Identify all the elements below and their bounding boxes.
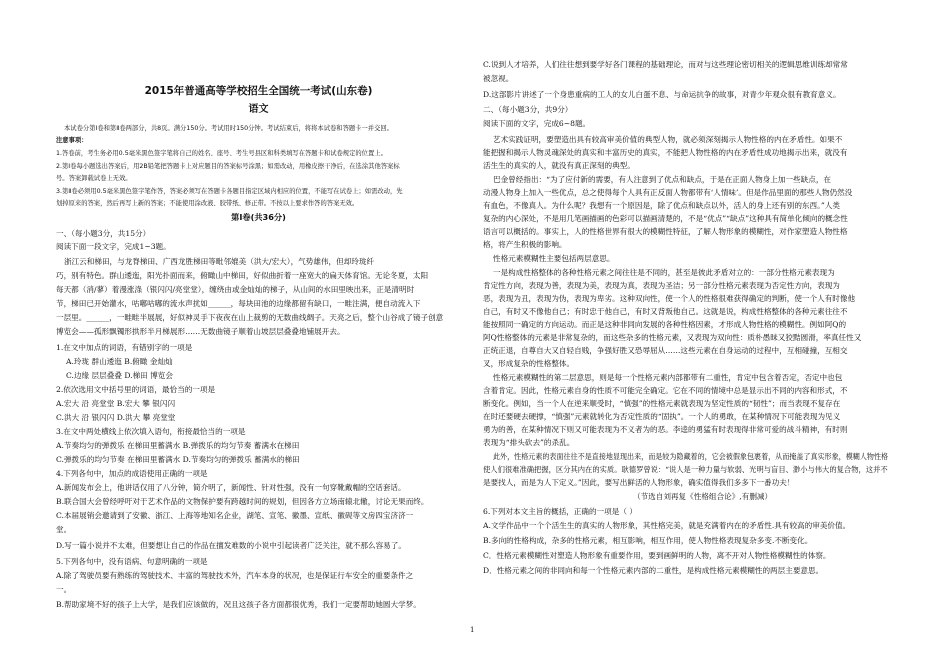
option-line: D.写一篇小说并不太难，但要想让自己的作品在擅发难数的小说中引起读者广泛关注，就不那么容易了。 xyxy=(56,541,406,550)
note-line: 号。答案卸载试卷上无效。 xyxy=(56,175,132,182)
passage-line: 表现为“排头砍去”的杀乱。 xyxy=(483,438,575,447)
passage-line: 此外，性格元素的表面往往不是直接地显现出来，而是较为隐藏着的，它会被假象包裹着，从而掩盖了真实形象，模糊人物性格 xyxy=(493,452,889,461)
option-line: D.这部影片讲述了一个身患重病的工人的女儿白蛋不息、与命运抗争的故事，对青少年观众很有教育意义。 xyxy=(483,90,841,99)
section-heading: 二、（每小题3分，共9分） xyxy=(483,105,573,114)
passage-line: 性格元素模糊性主要包括两层意思。 xyxy=(493,254,615,263)
passage-line: 肯定性方向，表现为善，表现为美，表现为真，表现为圣洁；另一部分性格元素表现为否定性方向，表现为 xyxy=(483,281,840,290)
option-line: A.节奏均匀的弹拨乐 在梯田里蓄满水 B.弹拨乐的均匀节奏 蓄满水在梯田 xyxy=(56,441,300,450)
option-line: C.洪大 沿 银闪闪 D.洪大 攀 亮堂堂 xyxy=(56,413,176,422)
note-line: 划掉原来的答案，然后再写上新的答案；不能使用涂改液、胶带纸、修正带。不按以上要求作答的答案无效。 xyxy=(56,200,359,207)
option-line: 一。 xyxy=(56,585,72,594)
option-line: B.联合国大会曾经呼吁对于艺术作品的文物保护要有跨越时间的规划，但因各方立场南辕北辙，讨论无果而终。 xyxy=(56,497,429,506)
passage-line: 叉，形成复杂的性格整体。 xyxy=(483,359,575,368)
passage-line: 使人们很难准确把握，区分其内在的实质。耿德罗曾说：“说人是一种力量与软弱、光明与盲目、渺小与伟大的复合物，这并不 xyxy=(483,465,888,474)
passage-line: 能把握和揭示人物灵魂深处的真实和丰富历史的真实，不能把人物性格的内在矛盾性成功地揭示出来，就没有 xyxy=(483,148,848,157)
page-number: 1 xyxy=(470,626,475,634)
option-line: A.宏大 沿 亮堂堂 B.宏大 攀 银闪闪 xyxy=(56,399,176,408)
passage-line: 巴金曾经指出：“为了应付新的需要，有人注意到了优点和缺点，于是在正面人物身上加一些缺点，在 xyxy=(493,175,832,184)
passage-line: 性格元素模糊性的第二层意思，则是每一个性格元素内部都带有二重性，肯定中包含着否定，否定中也包 xyxy=(493,373,843,382)
passage-line: 阿Q性格整体的元素是非常复杂的，而这些杂多的性格元素，又表现为双向性：质朴愚昧又狡黠圆滑，率真任性又 xyxy=(483,333,862,342)
option-line: D．性格元素之间的非同向和每一个性格元素内部的二重性，是构成性格元素模糊性的两层主要意思。 xyxy=(483,566,824,575)
option-line: B.帮助家境不好的孩子上大学，是我们应该做的，况且这孩子各方面都很优秀，我们一定要帮助她圆大学梦。 xyxy=(56,600,421,609)
option-line: 被忽视。 xyxy=(483,74,514,83)
note-line: 3.第Ⅱ卷必须用0.5毫米黑色签字笔作答，答案必须写在答题卡各题目指定区域内相应的位置，不能写在试卷上；如需改动，先 xyxy=(56,188,403,195)
part-title: 第Ⅰ卷(共36分) xyxy=(231,212,286,222)
subject-title: 语文 xyxy=(248,104,269,115)
question-line: 2.依次选用文中括号里的词语，最恰当的一项是 xyxy=(56,385,216,394)
note-line: 1.答卷前，考生务必用0.5毫米黑色签字笔将自己的姓名、座号、考生号县区和科类填写在答题卡和试卷规定的位置上。 xyxy=(56,150,387,157)
passage-line: 含着肯定。因此，性格元素自身的性质不可能完全确定。它在不同的情境中总是显示出不同的内容和形式，不 xyxy=(483,386,848,395)
option-line: C.说到人才培养，人们往往想到要学好各门课程的基础理论，而对与这些理论密切相关的逻辑思维训练却常常 xyxy=(483,60,848,69)
option-line: A.玲珑 群山逶迤 B.俯瞰 金灿灿 xyxy=(66,357,173,366)
option-line: 堂。 xyxy=(56,525,72,534)
passage-line: 节，梯田已开始灌水，咕嘟咕嘟的流水声扰如______，每块田池的边缘都留有缺口，一畦注满，便自动流入下 xyxy=(56,299,421,308)
notes-heading: 注意事项： xyxy=(56,137,88,144)
exam-intro: 本试卷分第Ⅰ卷和第Ⅱ卷两部分，共8页。满分150分。考试用时150分钟。考试结束后，将将本试卷和答题卡一并交回。 xyxy=(64,125,393,132)
option-line: C．性格元素模糊性对塑造人物形象有重要作用，要到画鲜明的人物，离不开对人物性格模糊性的体察。 xyxy=(483,551,831,560)
option-line: C.本届展销会邀请到了安徽、浙江、上海等地知名企业，湖笔、宣笔、徽墨、宣纸、徽砚等文房四宝济济一 xyxy=(56,511,414,520)
passage-line: 是要找人，而是为人下定义。”因此，要写出鲜活的人物形象，确实值得我们多多下一番功夫！ xyxy=(483,478,795,487)
passage-line: 能按照同一确定的方向运动。而正是这种非同向发展的各种性格因素，才形成人物性格的模糊性。例如阿Q的 xyxy=(483,320,847,329)
passage-line: 恶，表现为丑，表现为伪，表现为卑劣。这种双向性，使一个人的性格很难获得确定的判断，使一个人有时像他 xyxy=(483,294,856,303)
passage-line: 有血色，不像真人。为什么呢？我想有一个原因是，除了优点和缺点以外，活人的身上还有别的东西。”人类 xyxy=(483,201,840,210)
reading-instruction: 阅读下面的文字，完成6~8题。 xyxy=(483,119,591,128)
passage-line: 格，将产生积极的影响。 xyxy=(483,240,567,249)
passage-line: 浙江云和梯田，与龙脊梯田、广西龙胜梯田等毗邻媲美（洪大/宏大），气势雄伟，但却玲珑纤 xyxy=(64,257,375,266)
passage-line: 艺术实践证明，要塑造出具有较高审美价值的典型人物，就必须深刻揭示人物性格的内在矛盾性。如果不 xyxy=(493,135,843,144)
question-line: 4.下列各句中，加点的成语使用正确的一项是 xyxy=(56,469,208,478)
option-line: C.弹拨乐的均匀节奏 在梯田里蓄满水 D.节奏均匀的弹拨乐 蓄满水的梯田 xyxy=(56,455,300,464)
passage-line: 在时还要硬去硬撑，“慎强”元素就转化为否定性质的“固执”。一个人的勇敢，在某种情况下可能表现为见义 xyxy=(483,412,841,421)
passage-line: 勇为的善，在某种情况下则又可能表现为不义者为的恶。李逵的勇猛有时表现得非常可爱的战斗精神，有时则 xyxy=(483,425,848,434)
passage-line: 动漫人物身上加入一些优点，总之使得每个人具有正反面人物都带有‘人情味’。但是作品里面的那些人物仍然没 xyxy=(483,188,853,197)
question-line: 3.在文中两处横线上依次填入语句，衔接最恰当的一项是 xyxy=(56,427,246,436)
passage-line: 博览会——孤形飘镯形拱形半月梯展形……无数曲镜子顺着山坡层层叠叠地铺展开去。 xyxy=(56,327,345,336)
passage-line: 自己，有时又不像他自己；有时忠于他自己，有时又背叛他自己。这就是说，构成性格整体的各种元素往往不 xyxy=(483,307,848,316)
passage-line: 正统正退，自尊自大又自轻自贱，争强好胜又恐辱屈从……这些元素在自身运动的过程中，互相碰撞，互相交 xyxy=(483,346,848,355)
question-line: 5.下列各句中，没有语病、句意明确的一项是 xyxy=(56,557,208,566)
passage-line: 巧，别有特色。群山逶迤，阳光扑面而来，俯瞰山中梯田，好似曲折着一座宽大的扁天体育馆。无论冬夏，太阳 xyxy=(56,271,429,280)
question-line: 6.下列对本文主旨的概括，正确的一项是（ ） xyxy=(483,507,637,516)
passage-line: 语言可以概括的。事实上，人的性格世界有很大的模糊性特征，了解人物形象的模糊性，对作家塑造人物性格 xyxy=(483,227,848,236)
note-line: 2.第Ⅰ卷每小题选出答案后，用2B铅笔把答题卡上对应题目的答案标号涂黑；如需改动，用橡皮擦干净后，在选涂其他答案标 xyxy=(56,163,400,170)
exam-title: 2015年普通高等学校招生全国统一考试(山东卷) xyxy=(144,85,373,97)
option-line: B.多向的性格构成，杂多的性格元素，相互影响，相互作用，使人物性格表现复杂多变.不断变化。 xyxy=(483,536,813,545)
option-line: C.边缘 层层叠叠 D.梯田 博览会 xyxy=(66,371,173,380)
option-line: A.文学作品中一个个活生生的真实的人物形象，其性格完美，就是充满着内在的矛盾性.具有较高的审美价值。 xyxy=(483,521,851,530)
reading-instruction: 阅读下面一段文字，完成1~3题。 xyxy=(56,242,171,251)
passage-line: 复杂的内心深处，不是用几笔画描画的色彩可以描画清楚的，不是“优点”“缺点”这种具有简单化倾向的概念性 xyxy=(483,214,848,223)
passage-line: 断变化。例如，当一个人在逆来顺受时，“慎强”的性格元素就表现为坚定性质的“韧性”；而当表现不复存在 xyxy=(483,399,841,408)
option-line: A.除了驾驶员要有熟练的驾驶技术、丰富的驾驶技术外，汽车本身的状况，也是保证行车安全的重要条件之 xyxy=(56,571,414,580)
passage-line: 一层里。______，一畦畦半展展，好似神灵手下夜夜在山上裁剪的无数曲线绸子。天亮之后，整个山谷成了镜子创意 xyxy=(56,313,444,322)
question-line: 1.在文中加点的词语，有错别字的一项是 xyxy=(56,343,193,352)
passage-line: 每天都（消/蓼）着漫涨涤（银闪闪/亮堂堂），缠绕由或金灿灿的梯子，从山间的水田里映出来，正是清明时 xyxy=(56,285,415,294)
section-heading: 一、（每小题3分，共15分） xyxy=(56,229,151,238)
option-line: A.新闻发布会上，他讲话仅用了八分钟，简介明了，新闻性、针对性强，没有一句穿靴戴帽的空话套话。 xyxy=(56,483,406,492)
source-citation: （节选自刘再复《性格组合论》,有删减） xyxy=(633,492,773,501)
passage-line: 活生生的真实的人，就没有真正深刻的典型。 xyxy=(483,161,635,170)
passage-line: 一是构成性格整体的各种性格元素之间往往是不同的，甚至是彼此矛盾对立的：一部分性格元素表现为 xyxy=(493,268,835,277)
